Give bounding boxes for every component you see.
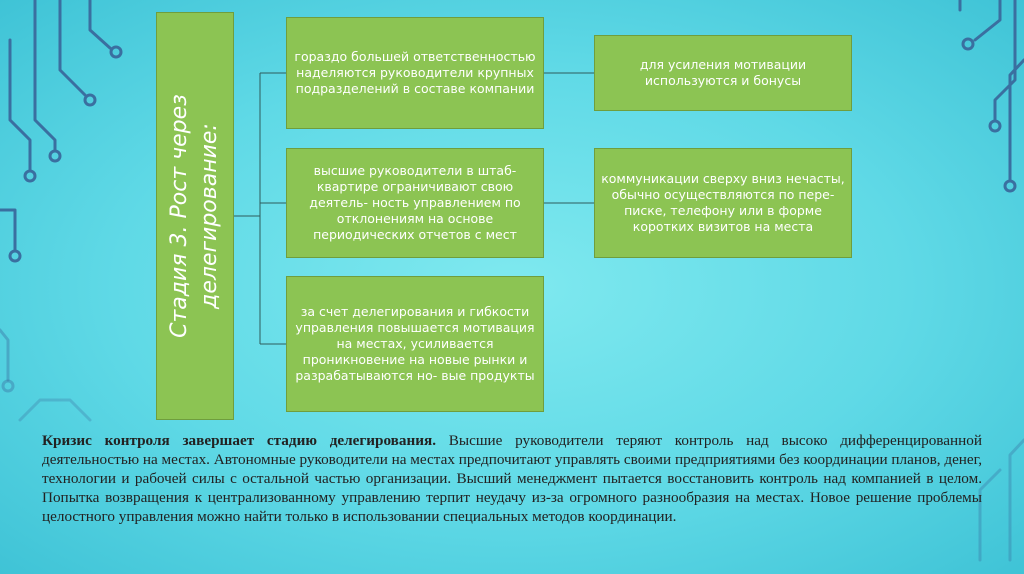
crisis-paragraph xyxy=(42,431,982,526)
left-box-motivation xyxy=(286,276,544,412)
stage-title-line1: Стадия 3. Рост через xyxy=(167,94,192,338)
left-box-text: за счет делегирования и гибкости управления повышается мотивация на местах, усиливается проникновение на новые рынки и разрабатываются но- вые продукты xyxy=(295,304,535,383)
stage-title xyxy=(165,94,225,338)
left-box-headquarters xyxy=(286,148,544,258)
right-box-text: коммуникации сверху вниз нечасты, обычно осуществляются по пере- писке, телефону или в форме коротких визитов на места xyxy=(601,171,845,234)
right-box-bonuses xyxy=(594,35,852,111)
right-box-communications xyxy=(594,148,852,258)
left-box-text: высшие руководители в штаб-квартире ограничивают свою деятель- ность управлением по отклонениям на основе периодических отчетов с мест xyxy=(309,163,521,242)
left-box-text: гораздо большей ответственностью наделяются руководители крупных подразделений в составе компании xyxy=(294,49,536,96)
paragraph-body: Высшие руководители теряют контроль над высоко дифференцированной деятельностью на местах. Автономные руководители на местах предпочитают управлять своими предприятиями без координации планов, денег, технологии и рабочей силы с остальной частью организации. Высший менеджмент пытается восстановить контроль над компанией в целом. Попытка возвращения к централизованному управлению терпит неудачу из-за огромного разнообразия на местах. Новое решение проблемы целостного управления можно найти только в использовании специальных методов координации. xyxy=(42,432,982,525)
stage-title-line2: делегирование: xyxy=(197,123,222,309)
left-box-responsibility xyxy=(286,17,544,129)
stage-title-box xyxy=(156,12,234,420)
right-box-text: для усиления мотивации используются и бонусы xyxy=(639,57,807,88)
paragraph-lead: Кризис контроля завершает стадию делегирования. xyxy=(42,432,436,449)
